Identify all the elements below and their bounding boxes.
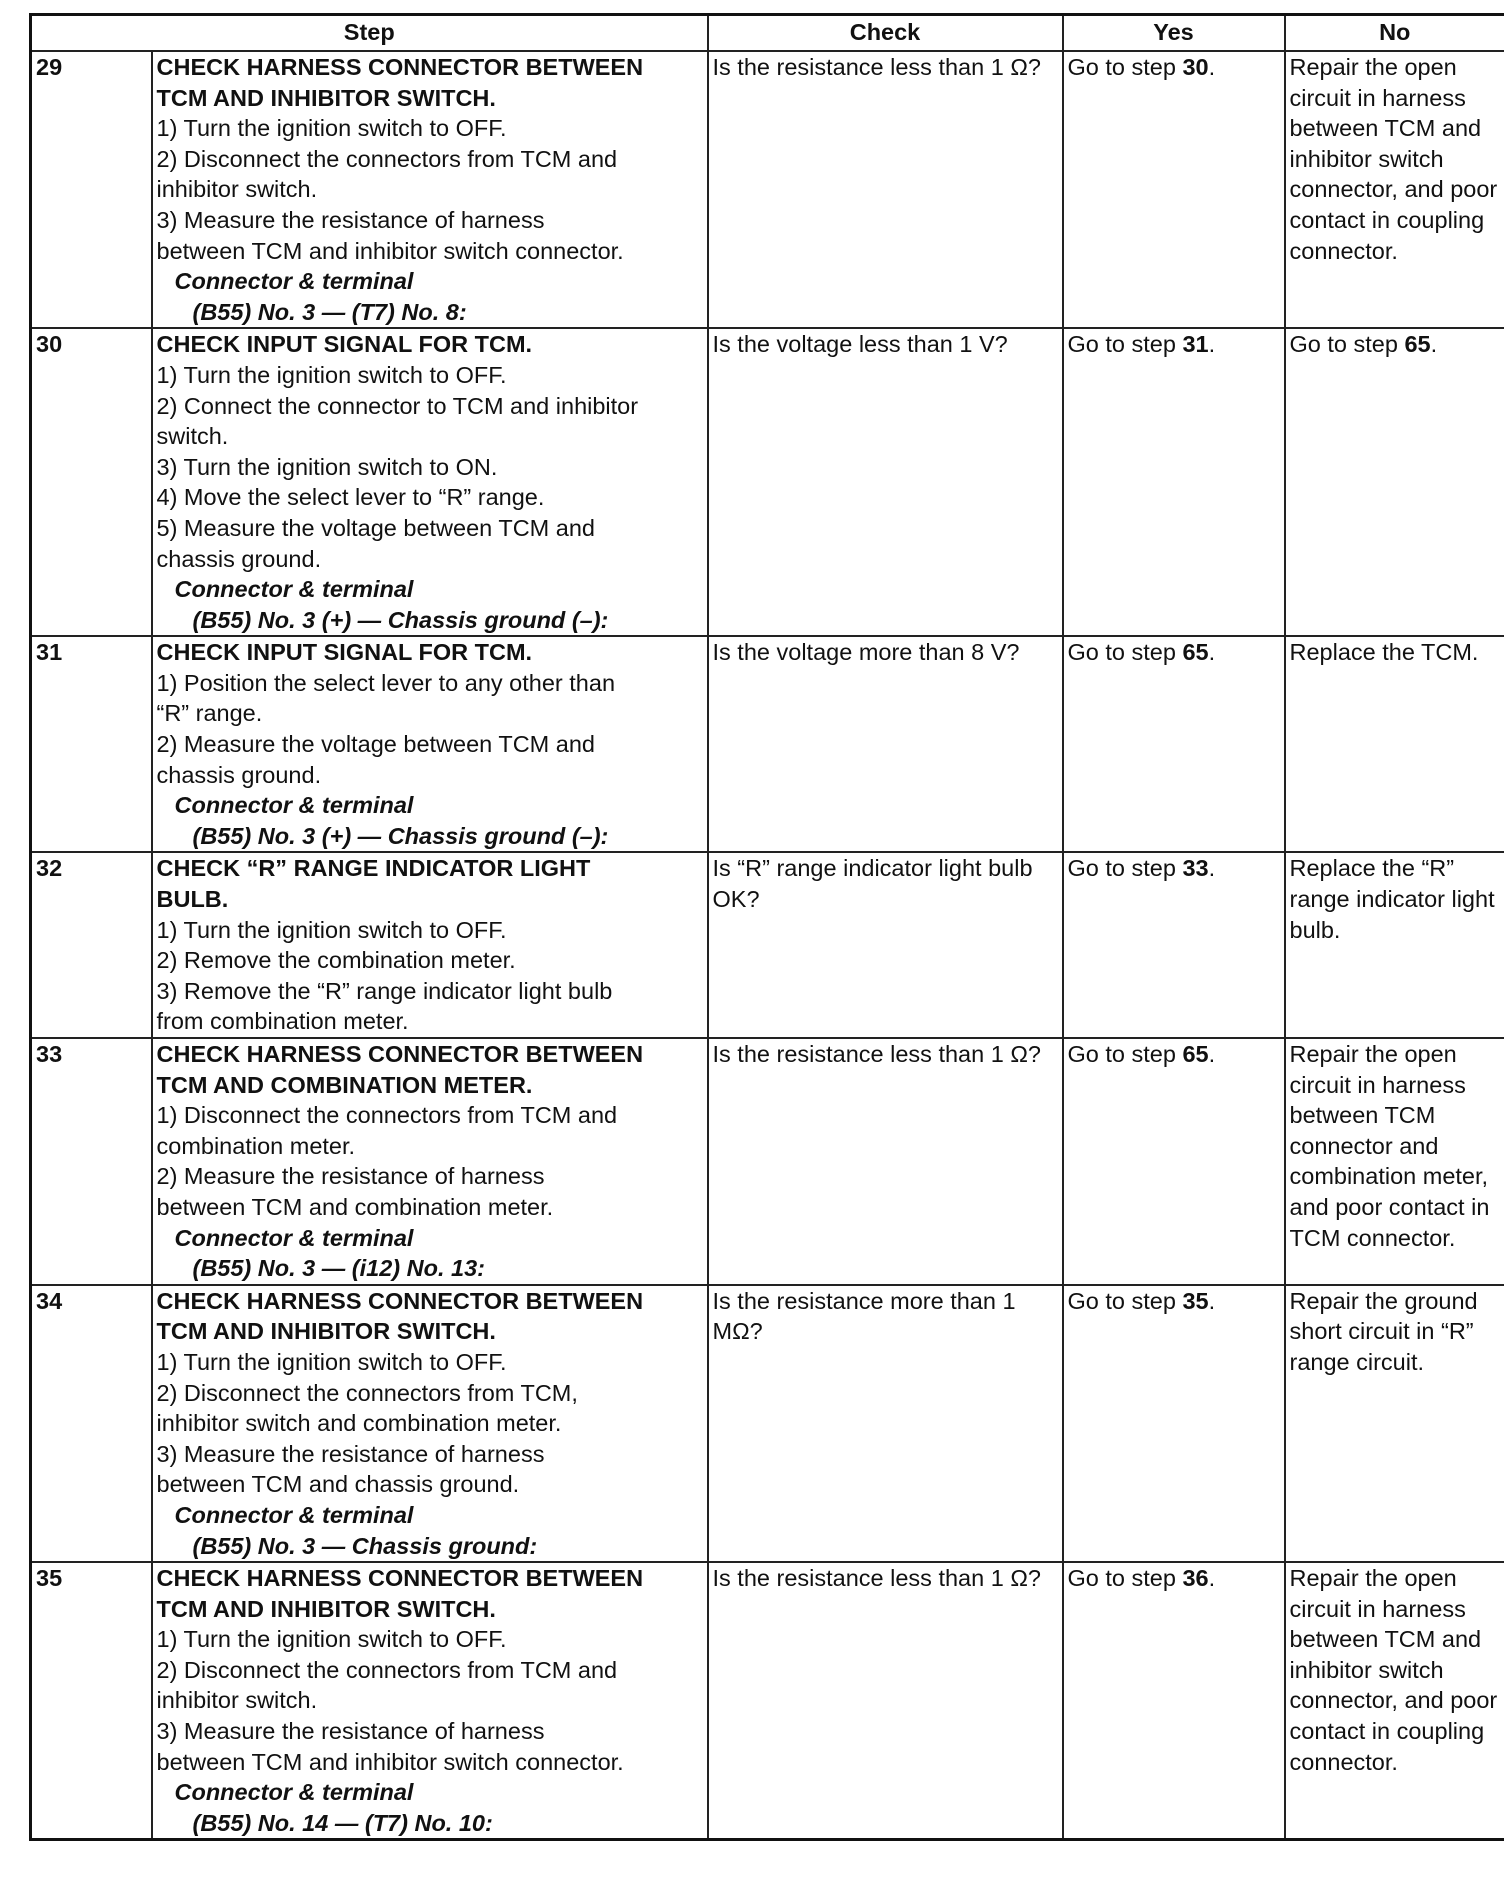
yes-suffix: . [1208, 1565, 1216, 1592]
yes-action [1063, 1038, 1285, 1285]
yes-suffix: . [1208, 855, 1216, 882]
no-action [1285, 51, 1504, 328]
yes-text: Go to step [1067, 1287, 1183, 1314]
yes-suffix: . [1208, 1041, 1216, 1067]
procedure-line: 2) Disconnect the connectors from TCM, [156, 1379, 578, 1406]
step-number: 35 [31, 1562, 152, 1840]
procedure-line: 2) Connect the connector to TCM and inhibitor [156, 392, 639, 419]
procedure-line: combination meter. [156, 1132, 356, 1159]
table-body [31, 51, 1504, 1840]
no-text: Replace the TCM. [1289, 639, 1479, 666]
procedure-line: inhibitor switch and combination meter. [156, 1410, 562, 1437]
diagnostic-table [29, 13, 1504, 1841]
table-header-row [31, 15, 1504, 52]
check-question: Is the resistance more than 1 MΩ? [708, 1285, 1063, 1562]
table-row [31, 1038, 1504, 1285]
check-question: Is the resistance less than 1 Ω? [708, 1038, 1063, 1285]
table-row [31, 852, 1504, 1038]
procedure-line: chassis ground. [156, 761, 322, 788]
yes-text: Go to step [1067, 1041, 1183, 1067]
procedure-line: 3) Turn the ignition switch to ON. [156, 453, 498, 480]
yes-suffix: . [1208, 331, 1216, 358]
yes-suffix: . [1208, 1287, 1216, 1314]
no-action [1285, 636, 1504, 852]
procedure-line: 1) Disconnect the connectors from TCM and [156, 1102, 618, 1129]
connector-terminal: (B55) No. 3 — Chassis ground: [192, 1532, 538, 1559]
no-action [1285, 328, 1504, 636]
step-title: CHECK HARNESS CONNECTOR BETWEEN [156, 1287, 644, 1314]
yes-action [1063, 1285, 1285, 1562]
table-row [31, 328, 1504, 636]
connector-label: Connector & terminal [174, 1779, 414, 1806]
step-number: 34 [31, 1285, 152, 1562]
table-row [31, 51, 1504, 328]
step-title: BULB. [156, 886, 229, 913]
step-title: TCM AND INHIBITOR SWITCH. [156, 84, 496, 111]
yes-text: Go to step [1067, 54, 1183, 80]
header-no: No [1285, 15, 1504, 52]
step-procedure [152, 852, 708, 1038]
yes-suffix: . [1208, 639, 1216, 666]
procedure-line: 1) Turn the ignition switch to OFF. [156, 1626, 507, 1653]
step-number: 33 [31, 1038, 152, 1285]
yes-step-number: 65 [1182, 1041, 1209, 1067]
connector-terminal: (B55) No. 3 (+) — Chassis ground (–): [192, 606, 609, 633]
procedure-line: inhibitor switch. [156, 176, 318, 203]
yes-action [1063, 51, 1285, 328]
step-title: TCM AND INHIBITOR SWITCH. [156, 1318, 496, 1345]
procedure-line: 1) Turn the ignition switch to OFF. [156, 1348, 507, 1375]
step-procedure [152, 51, 708, 328]
procedure-line: chassis ground. [156, 545, 322, 572]
check-question: Is the resistance less than 1 Ω? [708, 51, 1063, 328]
yes-action [1063, 328, 1285, 636]
connector-label: Connector & terminal [174, 792, 414, 819]
yes-step-number: 65 [1182, 639, 1209, 666]
no-action [1285, 1562, 1504, 1840]
table-row [31, 1285, 1504, 1562]
connector-label: Connector & terminal [174, 1224, 414, 1251]
procedure-line: 3) Measure the resistance of harness [156, 1440, 545, 1467]
procedure-line: 1) Position the select lever to any other than [156, 669, 616, 696]
step-title: TCM AND COMBINATION METER. [156, 1071, 533, 1098]
step-title: CHECK HARNESS CONNECTOR BETWEEN [156, 54, 644, 80]
step-number: 32 [31, 852, 152, 1038]
procedure-line: 1) Turn the ignition switch to OFF. [156, 916, 507, 943]
yes-step-number: 31 [1182, 331, 1209, 358]
step-procedure [152, 1038, 708, 1285]
connector-terminal: (B55) No. 3 — (T7) No. 8: [192, 298, 467, 325]
procedure-line: 1) Turn the ignition switch to OFF. [156, 361, 507, 388]
procedure-line: 2) Remove the combination meter. [156, 947, 516, 974]
check-question: Is the voltage more than 8 V? [708, 636, 1063, 852]
procedure-line: 4) Move the select lever to “R” range. [156, 484, 545, 511]
procedure-line: 1) Turn the ignition switch to OFF. [156, 115, 507, 142]
procedure-line: between TCM and inhibitor switch connector. [156, 1748, 624, 1775]
procedure-line: 3) Remove the “R” range indicator light bulb [156, 977, 613, 1004]
procedure-line: 2) Disconnect the connectors from TCM and [156, 1656, 618, 1683]
procedure-line: switch. [156, 423, 229, 450]
yes-text: Go to step [1067, 639, 1183, 666]
step-title: CHECK INPUT SIGNAL FOR TCM. [156, 639, 533, 666]
table-row [31, 636, 1504, 852]
connector-label: Connector & terminal [174, 1501, 414, 1528]
no-text: Repair the open circuit in harness between TCM connector and combination meter, and poor contact in TCM connector. [1289, 1041, 1490, 1251]
connector-terminal: (B55) No. 3 (+) — Chassis ground (–): [192, 822, 609, 849]
header-yes: Yes [1063, 15, 1285, 52]
procedure-line: 3) Measure the resistance of harness [156, 1718, 545, 1745]
step-procedure [152, 1285, 708, 1562]
no-action [1285, 1285, 1504, 1562]
connector-terminal: (B55) No. 14 — (T7) No. 10: [192, 1809, 493, 1836]
check-question: Is the voltage less than 1 V? [708, 328, 1063, 636]
step-procedure [152, 636, 708, 852]
yes-step-number: 36 [1182, 1565, 1209, 1592]
step-procedure [152, 1562, 708, 1840]
connector-label: Connector & terminal [174, 268, 414, 295]
yes-text: Go to step [1067, 855, 1183, 882]
procedure-line: from combination meter. [156, 1008, 409, 1035]
no-action [1285, 852, 1504, 1038]
no-step-number: 65 [1404, 331, 1431, 358]
yes-step-number: 33 [1182, 855, 1209, 882]
no-text: Repair the ground short circuit in “R” range circuit. [1289, 1287, 1478, 1375]
step-title: CHECK HARNESS CONNECTOR BETWEEN [156, 1565, 644, 1592]
step-title: CHECK “R” RANGE INDICATOR LIGHT [156, 855, 591, 882]
header-check: Check [708, 15, 1063, 52]
yes-action [1063, 636, 1285, 852]
step-procedure [152, 328, 708, 636]
procedure-line: 2) Measure the resistance of harness [156, 1163, 545, 1190]
yes-text: Go to step [1067, 1565, 1183, 1592]
procedure-line: between TCM and combination meter. [156, 1193, 554, 1220]
header-step: Step [31, 15, 708, 52]
procedure-line: 5) Measure the voltage between TCM and [156, 514, 595, 541]
step-number: 31 [31, 636, 152, 852]
step-title: CHECK INPUT SIGNAL FOR TCM. [156, 331, 533, 358]
check-question: Is the resistance less than 1 Ω? [708, 1562, 1063, 1840]
yes-step-number: 30 [1182, 54, 1209, 80]
no-suffix: . [1430, 331, 1438, 358]
procedure-line: “R” range. [156, 700, 263, 727]
no-text: Replace the “R” range indicator light bulb. [1289, 855, 1495, 943]
yes-text: Go to step [1067, 331, 1183, 358]
procedure-line: inhibitor switch. [156, 1687, 318, 1714]
yes-suffix: . [1208, 54, 1216, 80]
step-number: 30 [31, 328, 152, 636]
no-text: Repair the open circuit in harness between TCM and inhibitor switch connector, and poor contact in coupling connector. [1289, 1565, 1498, 1775]
step-title: TCM AND INHIBITOR SWITCH. [156, 1595, 496, 1622]
no-text: Repair the open circuit in harness between TCM and inhibitor switch connector, and poor contact in coupling connector. [1289, 54, 1498, 264]
yes-action [1063, 852, 1285, 1038]
yes-step-number: 35 [1182, 1287, 1209, 1314]
procedure-line: between TCM and inhibitor switch connector. [156, 237, 624, 264]
connector-label: Connector & terminal [174, 576, 414, 603]
check-question: Is “R” range indicator light bulb OK? [708, 852, 1063, 1038]
step-number: 29 [31, 51, 152, 328]
procedure-line: 3) Measure the resistance of harness [156, 206, 545, 233]
table-row [31, 1562, 1504, 1840]
no-action [1285, 1038, 1504, 1285]
procedure-line: between TCM and chassis ground. [156, 1471, 520, 1498]
yes-action [1063, 1562, 1285, 1840]
procedure-line: 2) Measure the voltage between TCM and [156, 731, 595, 758]
step-title: CHECK HARNESS CONNECTOR BETWEEN [156, 1041, 644, 1067]
no-text: Go to step [1289, 331, 1405, 358]
connector-terminal: (B55) No. 3 — (i12) No. 13: [192, 1255, 485, 1282]
procedure-line: 2) Disconnect the connectors from TCM and [156, 145, 618, 172]
